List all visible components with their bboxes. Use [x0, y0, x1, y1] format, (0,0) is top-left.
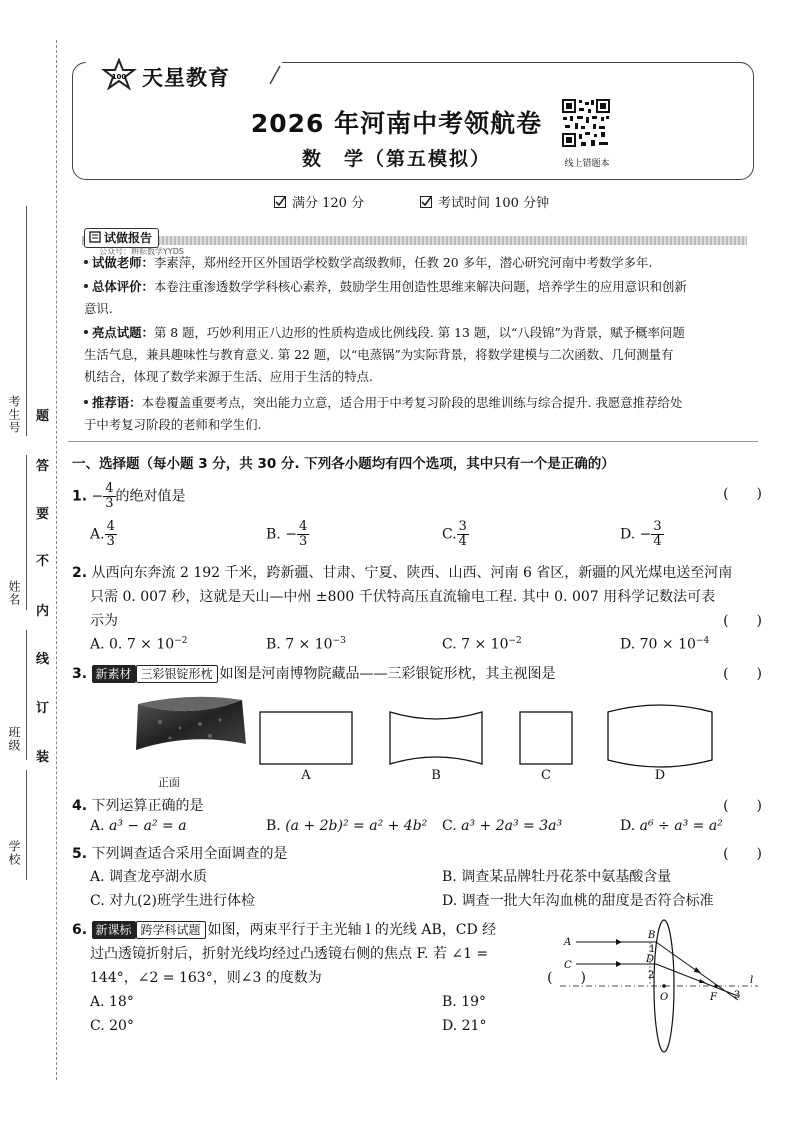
option-text: a³ − a² = a	[109, 818, 187, 834]
seal-char: 要	[36, 507, 50, 522]
brand-slash-icon	[268, 64, 282, 86]
page-title: 2026 年河南中考领航卷	[250, 109, 543, 138]
topic-tag: 三彩银锭形枕	[136, 665, 218, 683]
option-b-label: B	[431, 768, 441, 783]
label-angle-1: 1	[649, 944, 656, 955]
name-label: 姓名	[7, 580, 21, 606]
bullet-icon	[84, 284, 88, 288]
question-3	[72, 662, 762, 686]
question-number: 6.	[72, 922, 88, 938]
q2-option-a[interactable]	[90, 636, 187, 653]
question-text: 只需 0. 007 秒，这就是天山—中州 ±800 千伏特高压直流输电工程. 其中 0. 007 用科学记数法可表	[90, 589, 716, 605]
q1-option-d[interactable]	[620, 520, 664, 549]
q2-option-d[interactable]	[620, 636, 709, 653]
option-label: B.	[442, 869, 457, 885]
q1-option-b[interactable]	[266, 520, 309, 549]
q2-option-c[interactable]	[442, 636, 522, 653]
new-material-tag: 新素材	[92, 665, 136, 683]
checkbox-icon	[274, 196, 286, 208]
q6-options	[90, 994, 590, 1042]
seal-char: 装	[36, 750, 50, 765]
seal-char: 答	[36, 459, 50, 474]
option-text: 对九(2)班学生进行体检	[109, 893, 255, 909]
q2-options	[90, 636, 750, 658]
report-text: 机结合，体现了数学来源于生活、应用于生活的特点.	[84, 369, 373, 384]
option-text: 调查龙亭湖水质	[109, 869, 208, 885]
question-text: 如图，两束平行于主光轴 l 的光线 AB，CD 经	[207, 922, 497, 938]
answer-blank[interactable]: ( )	[723, 486, 762, 502]
report-text: 本卷注重渗透数学学科核心素养，鼓励学生用创造性思维来解决问题，培养学生的应用意识和创新	[153, 279, 687, 294]
brand-name: 天星教育	[142, 66, 230, 90]
seal-char: 订	[36, 701, 50, 716]
label-a: A	[564, 937, 572, 948]
q5-option-d[interactable]	[442, 890, 714, 910]
option-label: A.	[90, 636, 105, 653]
question-number: 2.	[72, 565, 88, 581]
report-label: 试做老师：	[92, 255, 154, 270]
report-item-highlight	[84, 322, 754, 388]
option-label: A.	[90, 994, 105, 1010]
class-line	[26, 630, 27, 760]
seal-char: 不	[36, 554, 50, 569]
question-number: 4.	[72, 798, 88, 814]
page-subtitle: 数 学（第五模拟）	[301, 148, 491, 170]
option-base: 0. 7 × 10	[109, 636, 175, 653]
question-text: 下列调查适合采用全面调查的是	[91, 846, 288, 862]
option-text: 调查某品牌牡丹花茶中氨基酸含量	[461, 869, 672, 885]
option-base: 70 × 10	[639, 636, 696, 653]
name-line	[26, 455, 27, 610]
report-label: 总体评价：	[92, 279, 154, 294]
option-d-label: D	[654, 768, 666, 783]
question-number: 1.	[72, 488, 88, 505]
question-text: 如图是河南博物院藏品——三彩银锭形枕，其主视图是	[219, 666, 556, 682]
question-1	[72, 481, 762, 511]
option-exponent: −4	[695, 636, 710, 646]
bullet-icon	[84, 330, 88, 334]
option-a-shape[interactable]	[258, 710, 354, 766]
option-label: D.	[620, 636, 636, 653]
qr-code-icon[interactable]	[561, 98, 611, 148]
label-o: O	[660, 992, 669, 1003]
answer-blank[interactable]: ( )	[723, 846, 762, 862]
option-base: 7 × 10	[461, 636, 509, 653]
report-item-recommend	[84, 392, 754, 436]
report-text: 生活气息，兼具趣味性与教育意义. 第 22 题，以“电蒸锅”为实际背景，将数学建模与二次函数、几何测量有	[84, 347, 674, 362]
lens-diagram	[560, 918, 760, 1058]
q4-options	[90, 818, 750, 840]
numerator: 4	[298, 519, 308, 534]
pillow-photo	[130, 692, 250, 762]
school-label: 学校	[7, 840, 21, 866]
q6-option-c[interactable]	[90, 1018, 134, 1034]
q4-option-a[interactable]	[90, 818, 187, 834]
option-label: D.	[442, 1018, 458, 1034]
option-text: a⁶ ÷ a³ = a²	[639, 818, 723, 834]
option-c-label: C	[541, 768, 551, 783]
question-text: 144°，∠2 = 163°，则∠3 的度数为	[90, 970, 322, 986]
label-f: F	[710, 992, 717, 1003]
report-divider	[82, 236, 747, 245]
question-text: 下列运算正确的是	[91, 798, 204, 814]
answer-blank[interactable]: ( )	[723, 798, 762, 814]
class-label: 班级	[7, 726, 21, 752]
option-label: A.	[90, 526, 105, 543]
q5-option-b[interactable]	[442, 866, 671, 886]
report-label: 推荐语：	[92, 395, 142, 410]
fraction	[297, 520, 309, 549]
question-5	[72, 842, 762, 866]
checkbox-icon	[420, 196, 432, 208]
report-item-overall	[84, 276, 754, 320]
option-label: B.	[266, 636, 281, 653]
report-text: 意识.	[84, 301, 113, 316]
option-text: 18°	[109, 994, 134, 1010]
full-score-text: 满分 120 分	[292, 196, 365, 211]
seal-char: 线	[36, 652, 50, 667]
label-b: B	[648, 930, 656, 941]
option-exponent: −3	[332, 636, 346, 646]
option-label: A.	[90, 818, 105, 834]
seal-char: 题	[36, 409, 50, 424]
fraction	[105, 520, 117, 549]
denominator: 3	[105, 496, 114, 511]
q6-option-d[interactable]	[442, 1018, 486, 1034]
report-text: 李素萍，郑州经开区外国语学校数学高级教师，任教 20 多年，潜心研究河南中考数学多年.	[153, 255, 653, 270]
option-label: C.	[90, 893, 105, 909]
report-label: 亮点试题：	[92, 325, 154, 340]
question-text: 示为	[90, 613, 118, 629]
q4-option-d[interactable]	[620, 818, 723, 834]
q1-options	[90, 520, 690, 556]
book-icon	[89, 231, 101, 243]
fraction	[651, 520, 663, 549]
exam-time	[420, 192, 549, 211]
report-text: 本卷覆盖重要考点，突出能力立意，适合用于中考复习阶段的思维训练与综合提升. 我愿意推荐给处	[141, 395, 683, 410]
svg-text:100: 100	[111, 73, 127, 81]
option-text: a³ + 2a³ = 3a³	[461, 818, 563, 834]
fraction	[103, 482, 115, 511]
section-heading: 一、选择题（每小题 3 分，共 30 分. 下列各小题均有四个选项，其中只有一个是正确的）	[72, 456, 615, 472]
numerator: 3	[653, 519, 662, 534]
question-6	[72, 918, 586, 990]
minus-sign: −	[91, 488, 104, 505]
exam-number-label: 考生号	[7, 395, 21, 434]
fraction	[457, 520, 469, 549]
option-exponent: −2	[508, 636, 522, 646]
q1-option-a[interactable]	[90, 520, 117, 549]
star-logo-icon	[100, 58, 138, 92]
option-text: 调查一批大年沟血桃的甜度是否符合标准	[461, 893, 714, 909]
q1-option-c[interactable]	[442, 520, 469, 549]
answer-blank[interactable]: ( )	[547, 970, 586, 986]
question-text: 从西向东奔流 2 192 千米，跨新疆、甘肃、宁夏、陕西、山西、河南 6 省区，新疆的风光煤电送至河南	[91, 565, 733, 581]
option-label: D.	[620, 526, 636, 543]
option-label: B.	[442, 994, 457, 1010]
option-base: 7 × 10	[285, 636, 333, 653]
option-text: 20°	[109, 1018, 134, 1034]
numerator: 4	[105, 481, 114, 496]
label-d: D	[646, 954, 655, 965]
exam-number-line	[26, 206, 27, 436]
q4-option-b[interactable]	[266, 818, 427, 834]
option-label: C.	[442, 636, 457, 653]
bullet-icon	[84, 260, 88, 264]
option-label: C.	[442, 526, 457, 543]
seal-char: 内	[36, 604, 50, 619]
answer-blank[interactable]: ( )	[723, 613, 762, 629]
option-sign: −	[285, 526, 297, 543]
denominator: 3	[106, 534, 115, 549]
qr-label: 线上错题本	[564, 159, 610, 169]
option-label: B.	[266, 526, 281, 543]
answer-blank[interactable]: ( )	[723, 666, 762, 682]
denominator: 4	[458, 534, 467, 549]
report-tag	[84, 228, 159, 248]
label-c: C	[564, 960, 572, 971]
option-c-shape[interactable]	[518, 710, 574, 766]
question-4	[72, 794, 762, 818]
option-label: C.	[442, 818, 457, 834]
full-score	[274, 192, 364, 211]
bullet-icon	[84, 400, 88, 404]
option-sign: −	[639, 526, 652, 543]
option-text: 21°	[461, 1018, 487, 1034]
option-label: D.	[442, 893, 458, 909]
exam-time-text: 考试时间 100 分钟	[438, 196, 550, 211]
option-text: 19°	[461, 994, 487, 1010]
question-2	[72, 561, 762, 633]
option-label: B.	[266, 818, 281, 834]
report-item-teacher	[84, 252, 754, 274]
question-text: 过凸透镜折射后，折射光线均经过凸透镜右侧的焦点 F. 若 ∠1 =	[90, 946, 489, 962]
q5-options	[90, 866, 760, 914]
report-text: 第 8 题，巧妙利用正八边形的性质构造成比例线段. 第 13 题，以“八段锦”为背景，赋予概率问题	[153, 325, 685, 340]
option-label: D.	[620, 818, 636, 834]
option-label: C.	[90, 1018, 105, 1034]
question-text: 的绝对值是	[115, 488, 186, 505]
question-number: 3.	[72, 666, 88, 682]
label-angle-3: 3	[734, 990, 741, 1001]
report-tag-text: 试做报告	[104, 231, 153, 245]
q5-option-a[interactable]	[90, 866, 207, 886]
label-angle-2: 2	[648, 970, 655, 981]
topic-tag: 跨学科试题	[136, 921, 206, 939]
new-standard-tag: 新课标	[92, 921, 136, 939]
binding-line	[56, 40, 58, 1080]
q6-option-b[interactable]	[442, 994, 486, 1010]
numerator: 4	[106, 519, 115, 534]
option-text: (a + 2b)² = a² + 4b²	[285, 818, 428, 834]
option-label: A.	[90, 869, 105, 885]
report-text: 于中考复习阶段的老师和学生们.	[84, 417, 262, 432]
report-bottom-rule	[68, 441, 758, 442]
option-a-label: A	[301, 768, 311, 783]
school-line	[26, 770, 27, 880]
q2-option-b[interactable]	[266, 636, 346, 653]
question-number: 5.	[72, 846, 88, 862]
denominator: 3	[298, 534, 308, 549]
q5-option-c[interactable]	[90, 890, 255, 910]
numerator: 3	[458, 519, 467, 534]
option-d-shape[interactable]	[606, 702, 714, 770]
watermark: 公众号：耕耘数学YYDS	[99, 247, 185, 256]
q6-option-a[interactable]	[90, 994, 134, 1010]
option-exponent: −2	[174, 636, 188, 646]
photo-label: 正面	[158, 776, 180, 789]
option-b-shape[interactable]	[388, 710, 484, 766]
denominator: 4	[653, 534, 662, 549]
q4-option-c[interactable]	[442, 818, 562, 834]
label-l: l	[750, 975, 754, 986]
